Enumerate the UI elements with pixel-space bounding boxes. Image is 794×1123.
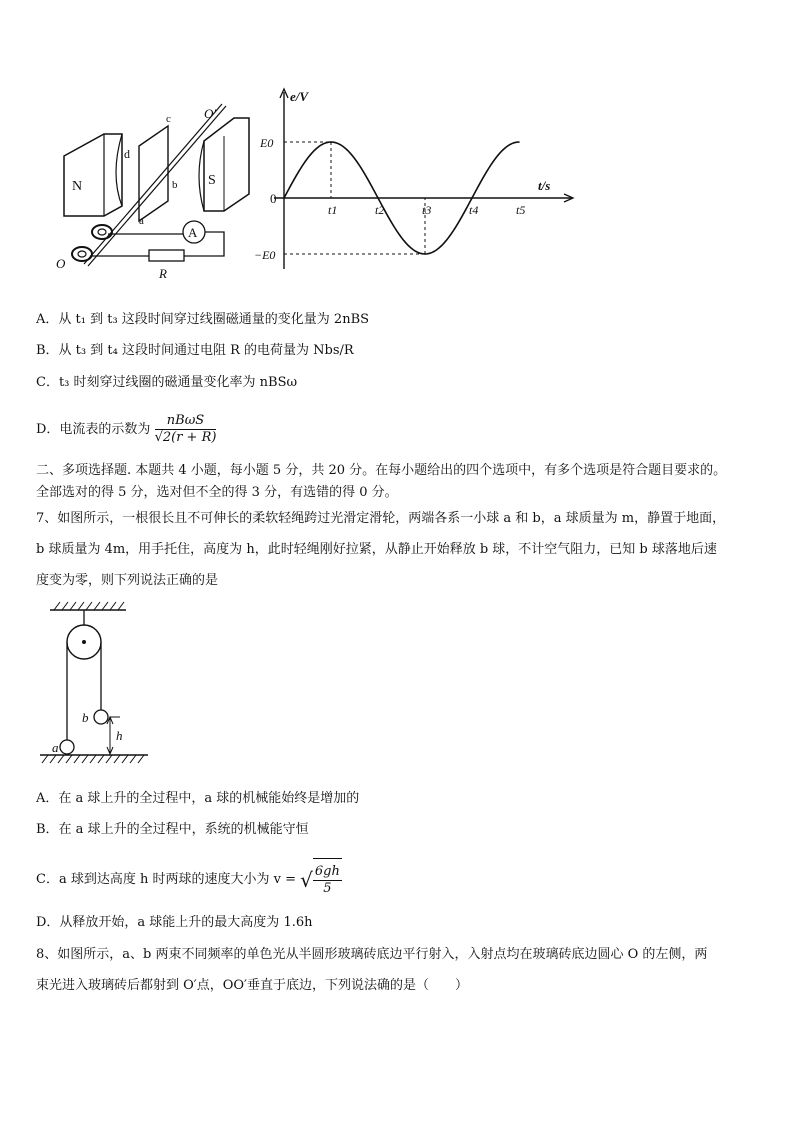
magnet-s-label: S xyxy=(208,173,216,188)
x-axis-label: t/s xyxy=(538,178,551,193)
data-point-4 xyxy=(471,197,473,199)
generator-diagram xyxy=(44,96,284,286)
q7-option-c-denominator: 5 xyxy=(323,881,332,896)
q7-option-c-numerator: 6gh xyxy=(314,864,340,879)
resistor-label: R xyxy=(159,266,167,281)
q6-option-d-numerator: nBωS xyxy=(155,413,217,430)
section-2-line-2: 全部选对的得 5 分，选对但不全的得 3 分，有选错的得 0 分。 xyxy=(36,485,398,500)
data-point-1 xyxy=(330,141,332,143)
y-tick-label-neg-e0: −E0 xyxy=(254,248,276,262)
sqrt-body xyxy=(313,858,342,901)
ammeter-label: A xyxy=(188,225,198,240)
x-tick-label-t4: t4 xyxy=(469,203,479,217)
q7-option-c-text: C．a 球到达高度 h 时两球的速度大小为 v = xyxy=(36,872,296,887)
q6-option-c: C．t₃ 时刻穿过线圈的磁通量变化率为 nBSω xyxy=(36,375,298,390)
axis-label-o: O xyxy=(56,256,66,271)
x-tick-label-t3: t3 xyxy=(422,203,432,217)
x-tick-label-t2: t2 xyxy=(375,203,385,217)
data-point-5 xyxy=(518,141,520,143)
q6-option-a: A．从 t₁ 到 t₃ 这段时间穿过线圈磁通量的变化量为 2nBS xyxy=(36,312,370,327)
q8-stem-line-1: 8、如图所示，a、b 两束不同频率的单色光从半圆形玻璃砖底边平行射入，入射点均在玻璃砖底边圆心 O 的左侧，两 xyxy=(36,947,708,962)
data-point-3 xyxy=(424,253,426,255)
coil-label-b: b xyxy=(172,179,178,191)
section-2-line-1: 二、多项选择题. 本题共 4 小题，每小题 5 分，共 20 分。在每小题给出的四个选项中，有多个选项是符合题目要求的。 xyxy=(36,463,727,478)
q8-stem-line-2: 束光进入玻璃砖后都射到 O′点，OO′垂直于底边，下列说法确的是（ ） xyxy=(36,978,469,993)
x-tick-label-t5: t5 xyxy=(516,203,526,217)
magnet-n-label: N xyxy=(72,179,83,194)
coil-label-a: a xyxy=(139,215,144,227)
q7-option-a: A．在 a 球上升的全过程中，a 球的机械能始终是增加的 xyxy=(36,791,360,806)
q6-option-d-fraction xyxy=(155,413,217,446)
q6-option-d-denominator: √2(r + R) xyxy=(154,430,217,445)
pulley-label-a: a xyxy=(52,740,59,755)
pulley-diagram xyxy=(36,600,156,770)
q7-stem-line-1: 7、如图所示，一根很长且不可伸长的柔软轻绳跨过光滑定滑轮，两端各系一小球 a 和 b，a 球质量为 m，静置于地面， xyxy=(36,511,726,526)
q7-stem-line-2: b 球质量为 4m，用手托住，高度为 h，此时轻绳刚好拉紧，从静止开始释放 b 球，不计空气阻力，已知 b 球落地后速 xyxy=(36,542,717,557)
emf-time-chart xyxy=(252,84,582,274)
q7-option-c xyxy=(36,858,342,901)
data-point-0 xyxy=(283,197,285,199)
y-axis-label: e/V xyxy=(290,89,309,104)
pulley-label-h: h xyxy=(116,728,123,743)
x-tick-label-t1: t1 xyxy=(328,203,338,217)
q6-option-d xyxy=(36,410,216,450)
q7-stem-line-3: 度变为零，则下列说法正确的是 xyxy=(36,573,219,588)
data-point-2 xyxy=(377,197,379,199)
sqrt-sign: √ xyxy=(300,867,313,892)
y-tick-label-e0: E0 xyxy=(260,136,274,150)
pulley-label-b: b xyxy=(82,710,89,725)
origin-label: 0 xyxy=(270,191,277,206)
coil-label-c: c xyxy=(166,113,171,125)
q6-option-b: B．从 t₃ 到 t₄ 这段时间通过电阻 R 的电荷量为 Nbs/R xyxy=(36,343,354,358)
q7-option-b: B．在 a 球上升的全过程中，系统的机械能守恒 xyxy=(36,822,309,837)
axis-label-o-prime: O' xyxy=(204,106,217,121)
coil-label-d: d xyxy=(124,147,130,161)
q7-option-d: D．从释放开始，a 球能上升的最大高度为 1.6h xyxy=(36,915,313,930)
q6-option-d-text: D．电流表的示数为 xyxy=(36,422,151,437)
q7-option-c-fraction xyxy=(313,864,342,897)
